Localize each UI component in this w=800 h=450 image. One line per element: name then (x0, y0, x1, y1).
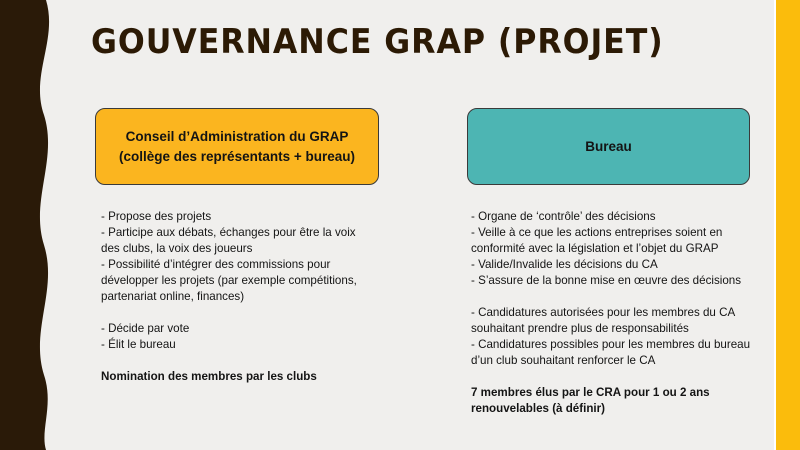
bureau-item: - Valide/Invalide les décisions du CA (471, 258, 658, 271)
bureau-description (471, 209, 754, 417)
ca-description (101, 209, 376, 385)
bureau-item: - Candidatures autorisées pour les membres du CA souhaitant prendre plus de responsabilités (471, 306, 735, 335)
ca-item: - Participe aux débats, échanges pour être la voix des clubs, la voix des joueurs (101, 226, 356, 255)
bureau-box (467, 108, 750, 185)
bureau-item: - S’assure de la bonne mise en œuvre des décisions (471, 274, 742, 287)
ca-box-line1: Conseil d’Administration du GRAP (125, 128, 349, 144)
bureau-note: 7 membres élus par le CRA pour 1 ou 2 ans renouvelables (à définir) (471, 386, 710, 415)
bureau-box-label: Bureau (585, 138, 632, 154)
ca-item: - Propose des projets (101, 210, 212, 223)
bureau-item: - Candidatures possibles pour les membres du bureau d’un club souhaitant renforcer le CA (471, 338, 751, 367)
ca-item: - Possibilité d’intégrer des commissions pour développer les projets (par exemple compétitions, partenariat online, finances) (101, 258, 357, 303)
ca-box-line2: (collège des représentants + bureau) (119, 148, 355, 164)
ca-box (95, 108, 379, 185)
bureau-item: - Organe de ‘contrôle’ des décisions (471, 210, 656, 223)
page-title: GOUVERNANCE GRAP (PROJET) (91, 22, 664, 62)
ca-note: Nomination des membres par les clubs (101, 370, 317, 383)
bureau-item: - Veille à ce que les actions entreprises soient en conformité avec la législation et l’objet du GRAP (471, 226, 723, 255)
ca-item: - Décide par vote (101, 322, 190, 335)
right-accent-bar (776, 0, 800, 450)
wavy-left-border (0, 0, 60, 450)
ca-item: - Élit le bureau (101, 338, 176, 351)
